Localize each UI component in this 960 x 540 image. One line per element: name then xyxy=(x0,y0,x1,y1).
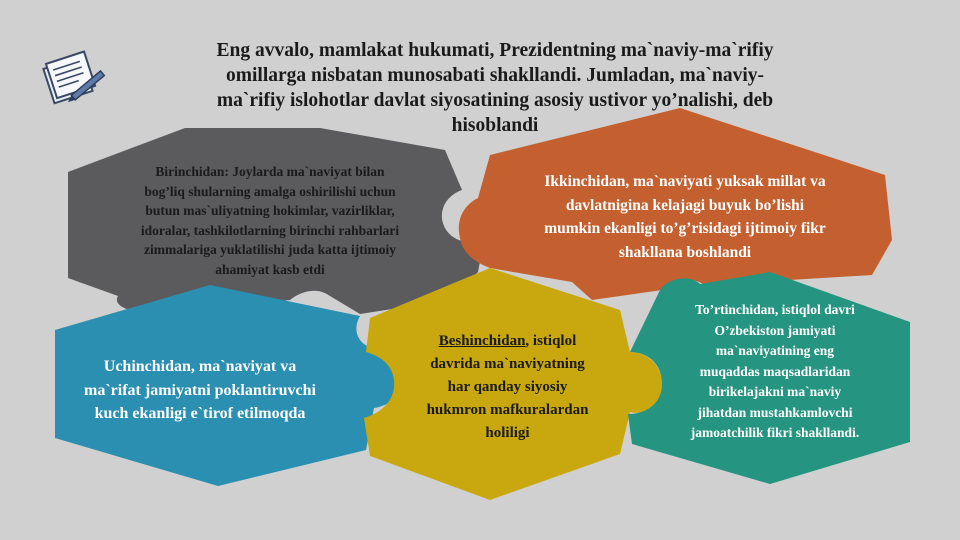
text-line: To’rtinchidan, istiqlol davri xyxy=(695,302,855,317)
text-line: jamoatchilik fikri shakllandi. xyxy=(690,425,860,440)
title-line: Eng avvalo, mamlakat hukumati, Prezidentning ma`naviy-ma`rifiy xyxy=(216,40,774,61)
fifth-label-rest: , istiqlol xyxy=(525,333,577,349)
title-line: ma`rifiy islohotlar davlat siyosatining asosiy ustivor yo’nalishi, deb xyxy=(216,90,774,111)
text-line: zimmalariga yuklatilishi juda katta ijtimoiy xyxy=(143,242,396,257)
text-line: ma`rifat jamiyatni poklantiruvchi xyxy=(84,381,316,399)
text-line: butun mas`uliyatning hokimlar, vazirliklar, xyxy=(145,203,395,218)
fifth-label: Beshinchidan xyxy=(438,333,526,349)
text-line: hukmron mafkuralardan xyxy=(426,402,589,418)
text-line: Ikkinchidan, ma`naviyati yuksak millat va xyxy=(544,173,826,190)
text-line: Birinchidan: Joylarda ma`naviyat bilan xyxy=(155,164,385,179)
fifth-piece-text xyxy=(395,330,620,445)
text-line: mumkin ekanligi to’g’risidagi ijtimoiy fikr xyxy=(544,220,826,237)
text-line xyxy=(395,330,620,353)
third-piece-text xyxy=(55,355,345,426)
text-line: davlatnigina kelajagi buyuk bo’lishi xyxy=(565,196,805,214)
title-line: hisoblandi xyxy=(451,115,539,136)
text-line: davrida ma`naviyatning xyxy=(430,356,585,372)
text-line: jihatdan mustahkamlovchi xyxy=(697,404,853,420)
title-line: omillarga nisbatan munosabati shakllandi. Jumladan, ma`naviy- xyxy=(225,65,764,86)
text-line: har qanday siyosiy xyxy=(447,379,568,395)
text-line: idoralar, tashkilotlarning birinchi rahbarlari xyxy=(140,222,400,238)
text-line: kuch ekanligi e`tirof etilmoqda xyxy=(94,405,306,422)
fourth-piece-text xyxy=(655,300,895,444)
text-line: shakllana boshlandi xyxy=(618,243,752,261)
text-line: Uchinchidan, ma`naviyat va xyxy=(103,358,297,375)
text-line: O’zbekiston jamiyati xyxy=(714,322,836,338)
first-piece-text xyxy=(90,162,450,279)
text-line: ma`naviyatining eng xyxy=(715,343,835,358)
text-line: birikelajakni ma`naviy xyxy=(708,384,842,399)
text-line: bog’liq shularning amalga oshirilishi uchun xyxy=(144,183,396,199)
second-piece-text xyxy=(495,170,875,264)
text-line: muqaddas maqsadlaridan xyxy=(699,363,851,379)
text-line: ahamiyat kasb etdi xyxy=(215,261,325,277)
text-line: holiligi xyxy=(485,425,530,441)
